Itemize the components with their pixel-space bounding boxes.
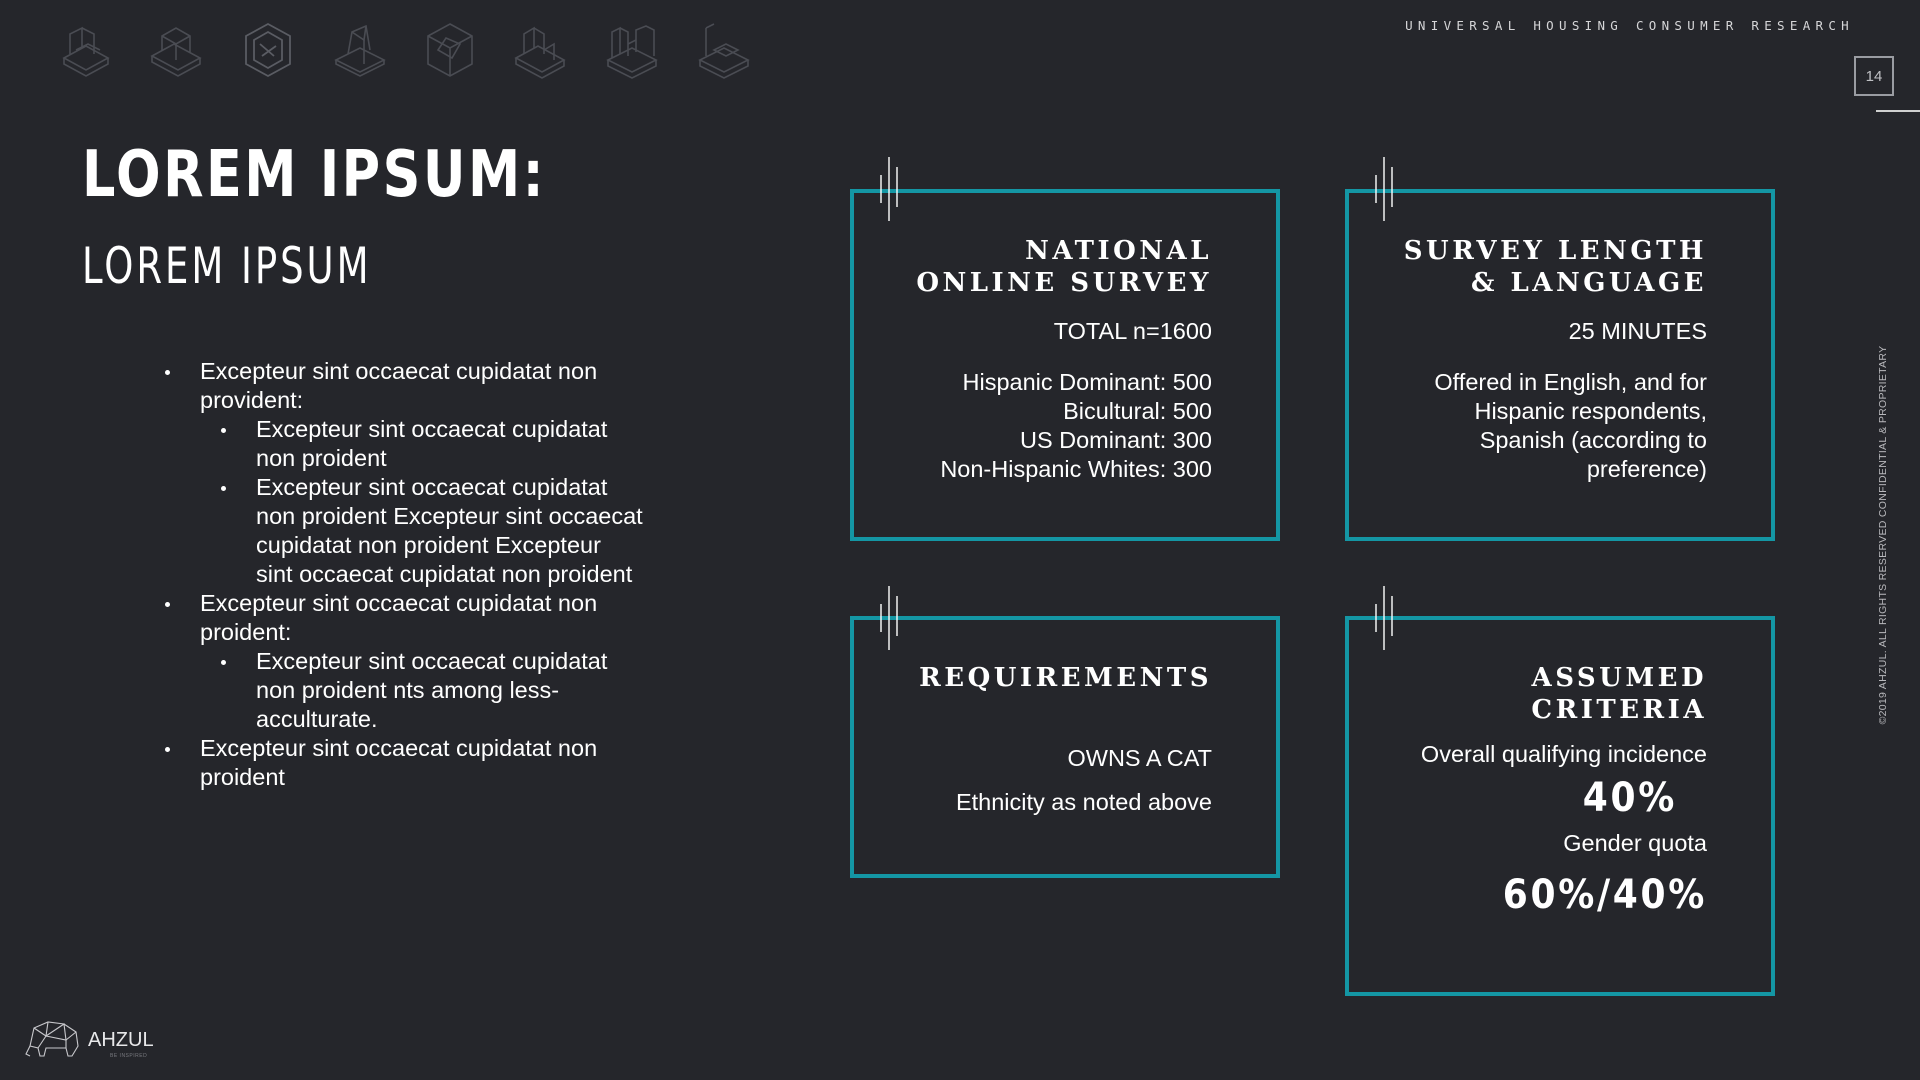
sub-bullet-list — [200, 647, 643, 734]
card-subtitle: TOTAL n=1600 — [1053, 318, 1212, 344]
card-title: ASSUMED — [1531, 663, 1707, 693]
sub-bullet-item: Excepteur sint occaecat cupidatat non proident — [163, 415, 643, 473]
card-title: CRITERIA — [1531, 695, 1707, 725]
bullet-text: Excepteur sint occaecat cupidatat non proident — [200, 735, 598, 790]
bullet-item — [163, 734, 643, 792]
building-icon-8 — [694, 20, 754, 80]
building-icon-6 — [510, 20, 570, 80]
card-content — [916, 235, 1212, 484]
card-lines — [1404, 368, 1707, 484]
building-icon-1 — [56, 20, 116, 80]
card-title: & LANGUAGE — [1470, 268, 1707, 298]
card-title: REQUIREMENTS — [919, 663, 1212, 693]
page-number: 14 — [1854, 56, 1894, 96]
company-logo — [24, 1016, 164, 1064]
copyright-notice: ©2019 AHZUL. ALL RIGHTS RESERVED CONFIDENTIAL & PROPRIETARY — [1877, 345, 1889, 725]
building-icon-2 — [146, 20, 206, 80]
card-title: SURVEY LENGTH — [1403, 236, 1707, 266]
incidence-value: 40% — [1582, 775, 1677, 821]
logo-tagline: BE INSPIRED — [110, 1053, 148, 1059]
card-assumed-criteria — [1345, 616, 1775, 996]
card-national-survey — [850, 189, 1280, 541]
sub-bullet-list — [200, 415, 643, 589]
elephant-icon — [24, 1016, 84, 1060]
building-icon-4 — [330, 20, 390, 80]
building-icon-3 — [238, 20, 298, 80]
logo-text: AHZUL — [88, 1029, 154, 1051]
page-title: LOREM IPSUM: — [82, 138, 547, 212]
card-line: Spanish (according to — [1479, 427, 1707, 453]
building-icon-7 — [602, 20, 662, 80]
card-line: Offered in English, and for — [1434, 369, 1707, 395]
card-line: Ethnicity as noted above — [955, 789, 1212, 815]
quota-value: 60%/40% — [1502, 872, 1707, 918]
card-line: Hispanic respondents, — [1474, 398, 1707, 424]
card-line: preference) — [1586, 456, 1707, 482]
tick-marks-decoration — [871, 153, 915, 225]
card-title: NATIONAL — [1025, 236, 1212, 266]
quota-label: Gender quota — [1563, 830, 1707, 856]
bullet-item — [163, 357, 643, 589]
tick-marks-decoration — [1366, 153, 1410, 225]
page-subtitle: LOREM IPSUM — [82, 237, 372, 295]
building-icon-5 — [420, 20, 480, 80]
card-requirements — [850, 616, 1280, 878]
card-survey-length — [1345, 189, 1775, 541]
bullet-text: Excepteur sint occaecat cupidatat non proident: — [200, 590, 598, 645]
sub-bullet-item: Excepteur sint occaecat cupidatat non proident Excepteur sint occaecat cupidatat non proident Excepteur sint occaecat cupidatat non proident — [163, 473, 643, 589]
card-line: Non-Hispanic Whites: 300 — [940, 456, 1212, 482]
tick-marks-decoration — [1366, 582, 1410, 654]
card-content — [919, 662, 1212, 817]
card-lines — [916, 368, 1212, 484]
bullet-item — [163, 589, 643, 734]
card-content — [1421, 662, 1707, 918]
page-divider — [1876, 110, 1920, 112]
incidence-label: Overall qualifying incidence — [1420, 741, 1707, 767]
bullet-list — [163, 357, 643, 792]
card-line: Hispanic Dominant: 500 — [962, 369, 1212, 395]
card-content — [1404, 235, 1707, 484]
card-title: ONLINE SURVEY — [916, 268, 1212, 298]
tick-marks-decoration — [871, 582, 915, 654]
card-subtitle: 25 MINUTES — [1568, 318, 1707, 344]
card-subtitle: OWNS A CAT — [1067, 745, 1212, 771]
sub-bullet-item: Excepteur sint occaecat cupidatat non proident nts among less-acculturate. — [163, 647, 643, 734]
bullet-text: Excepteur sint occaecat cupidatat non provident: — [200, 358, 598, 413]
header-title: UNIVERSAL HOUSING CONSUMER RESEARCH — [1405, 18, 1854, 33]
top-icon-row — [56, 20, 776, 80]
card-line: Bicultural: 500 — [1063, 398, 1212, 424]
card-line: US Dominant: 300 — [1019, 427, 1212, 453]
